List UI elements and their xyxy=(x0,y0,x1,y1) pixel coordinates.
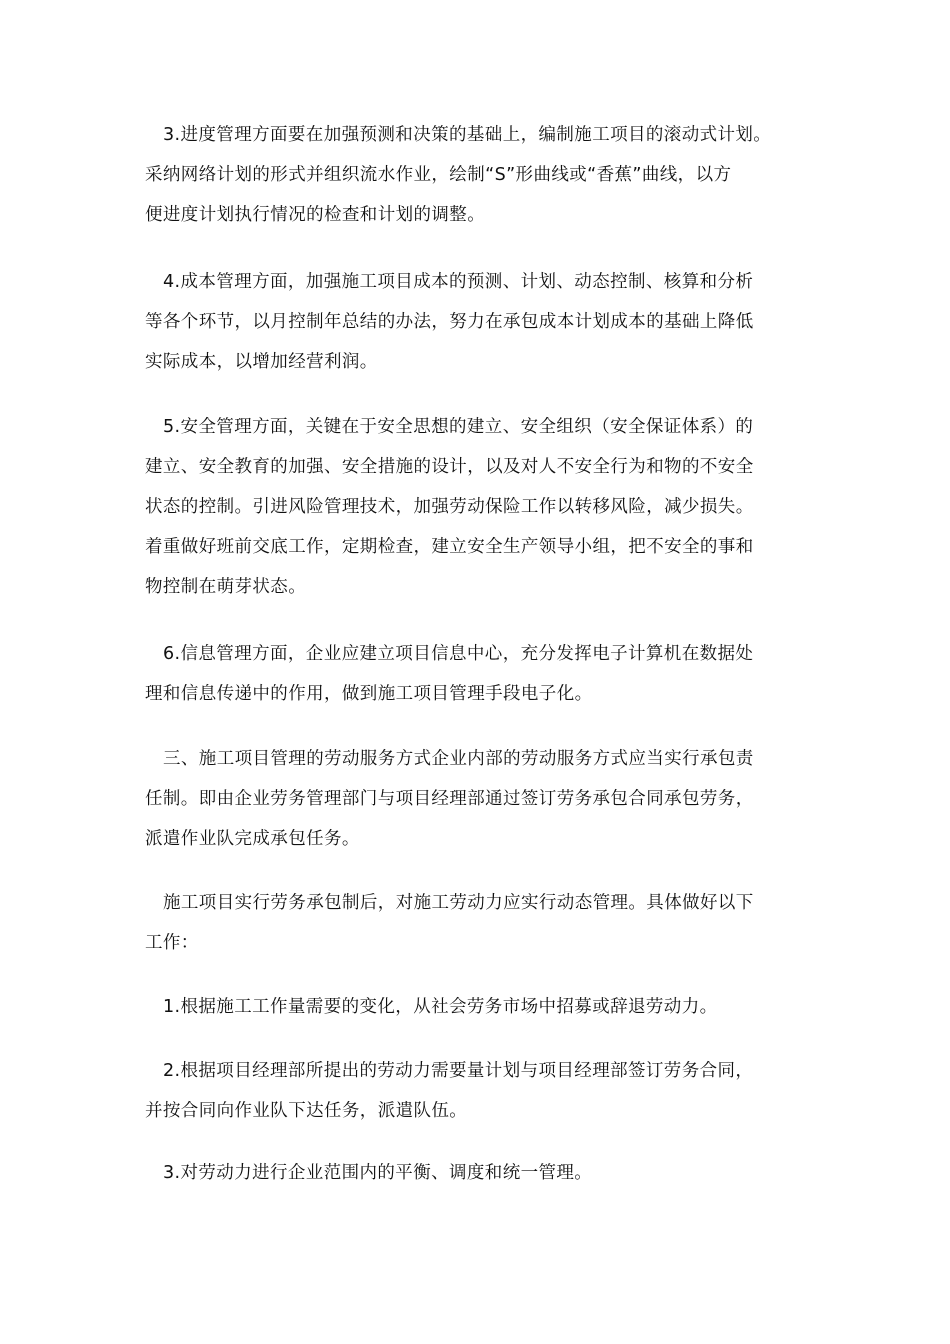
text-line: 着重做好班前交底工作，定期检查，建立安全生产领导小组，把不安全的事和 xyxy=(145,537,754,557)
paragraph-safety-management xyxy=(145,407,810,607)
text-line: 并按合同向作业队下达任务，派遣队伍。 xyxy=(145,1101,468,1121)
paragraph-labor-service-mode xyxy=(145,739,810,859)
text-line: 建立、安全教育的加强、安全措施的设计，以及对人不安全行为和物的不安全 xyxy=(145,457,754,477)
text-line: 3.进度管理方面要在加强预测和决策的基础上，编制施工项目的滚动式计划。 xyxy=(163,125,772,145)
text-line: 施工项目实行劳务承包制后，对施工劳动力应实行动态管理。具体做好以下 xyxy=(163,893,754,913)
text-line: 实际成本，以增加经营利润。 xyxy=(145,352,378,372)
text-line: 5.安全管理方面，关键在于安全思想的建立、安全组织（安全保证体系）的 xyxy=(163,417,754,437)
paragraph-item-1 xyxy=(145,987,810,1027)
paragraph-cost-management xyxy=(145,262,810,382)
text-line: 物控制在萌芽状态。 xyxy=(145,577,307,597)
text-line: 3.对劳动力进行企业范围内的平衡、调度和统一管理。 xyxy=(163,1163,593,1183)
text-line: 2.根据项目经理部所提出的劳动力需要量计划与项目经理部签订劳务合同， xyxy=(163,1061,754,1081)
text-line: 理和信息传递中的作用，做到施工项目管理手段电子化。 xyxy=(145,684,593,704)
text-line: 等各个环节，以月控制年总结的办法，努力在承包成本计划成本的基础上降低 xyxy=(145,312,754,332)
text-line: 状态的控制。引进风险管理技术，加强劳动保险工作以转移风险，减少损失。 xyxy=(145,497,754,517)
paragraph-item-3 xyxy=(145,1153,810,1193)
text-line: 6.信息管理方面，企业应建立项目信息中心，充分发挥电子计算机在数据处 xyxy=(163,644,754,664)
text-line: 1.根据施工工作量需要的变化，从社会劳务市场中招募或辞退劳动力。 xyxy=(163,997,718,1017)
text-line: 采纳网络计划的形式并组织流水作业，绘制“S”形曲线或“香蕉”曲线，以方 xyxy=(145,165,732,185)
text-line: 4.成本管理方面，加强施工项目成本的预测、计划、动态控制、核算和分析 xyxy=(163,272,754,292)
text-line: 三、施工项目管理的劳动服务方式企业内部的劳动服务方式应当实行承包责 xyxy=(163,749,754,769)
text-line: 工作： xyxy=(145,933,199,953)
text-line: 任制。即由企业劳务管理部门与项目经理部通过签订劳务承包合同承包劳务， xyxy=(145,789,754,809)
paragraph-item-2 xyxy=(145,1051,810,1131)
paragraph-schedule-management xyxy=(145,115,810,235)
paragraph-labor-contract-intro xyxy=(145,883,810,963)
paragraph-information-management xyxy=(145,634,810,714)
text-line: 便进度计划执行情况的检查和计划的调整。 xyxy=(145,205,486,225)
text-line: 派遣作业队完成承包任务。 xyxy=(145,829,360,849)
